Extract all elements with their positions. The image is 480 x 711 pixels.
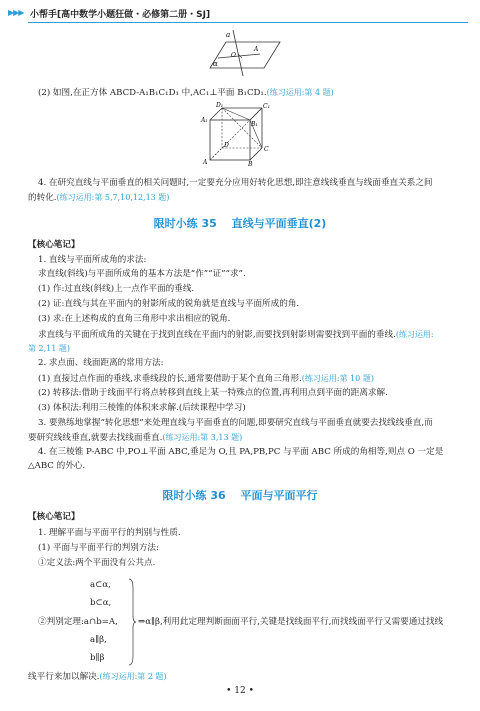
cond-2: b⊂α, <box>90 598 112 608</box>
line-3: (1) 作:过直线(斜线)上一点作平面的垂线. <box>38 284 195 294</box>
line-7: 2. 求点面、线面距离的常用方法: <box>38 358 164 368</box>
line-8-ref: (练习运用:第 10 题) <box>301 374 374 383</box>
m-line-2: (1) 平面与平面平行的判别方法: <box>38 543 159 553</box>
line-9: (2) 转移法:借助于线面平行将点转移到直线上某一特殊点的位置,再利用点到平面的距离求解. <box>38 388 388 398</box>
line-12b: △ABC 的外心. <box>28 461 86 471</box>
core-notes-label-1: 【核心笔记】 <box>28 240 80 250</box>
right-brace-icon <box>128 578 136 666</box>
theorem-tail: ⇒α∥β,利用此定理判断面面平行,关键是找线面平行,而找线面平行又需要通过找线 <box>138 617 444 627</box>
fig1-label-alpha: α <box>213 60 218 68</box>
header-title: 小帮手[高中数学小题狂做・必修第二册・SJ] <box>30 10 211 20</box>
line-6-ref2: 第 2,11 题) <box>28 344 71 353</box>
item-4-ref: (练习运用:第 5,7,10,12,13 题) <box>56 193 170 202</box>
line-8 <box>38 372 468 386</box>
cond-lead: ②判别定理:a∩b=A, <box>38 617 118 627</box>
section-35-title: 限时小练 35 直线与平面垂直(2) <box>153 217 327 230</box>
plane-line-figure <box>198 28 288 78</box>
line-6b <box>28 342 458 356</box>
line-8-text: (1) 直接过点作面的垂线,求垂线段的长,通常要借助于某个直角三角形. <box>38 374 302 384</box>
line-11-text2: 要研究线线垂直,就要去找线面垂直. <box>28 433 163 443</box>
m-line-1: 1. 理解平面与平面平行的判别与性质. <box>38 528 181 538</box>
line-11-ref: (练习运用:第 3,13 题) <box>162 433 243 442</box>
core-notes-label-2: 【核心笔记】 <box>28 512 80 522</box>
cube-label-c: C <box>264 146 269 153</box>
cond-5: b∥β <box>90 653 105 663</box>
cube-label-a1: A₁ <box>201 117 208 124</box>
item-2-text <box>38 86 468 100</box>
line-1: 1. 直线与平面所成角的求法: <box>38 255 147 265</box>
cube-figure <box>200 102 280 166</box>
cube-label-b1: B₁ <box>251 121 258 128</box>
fig1-label-a: a <box>226 31 231 39</box>
item-4-line1: 4. 在研究直线与平面垂直的相关问题时,一定要充分应用好转化思想,即注意线线垂直与线面垂直关系之间 <box>38 178 433 188</box>
header-rule <box>28 22 468 23</box>
header-arrows-icon: ▶▶▶ <box>8 8 24 17</box>
item-2-ref: (练习运用:第 4 题) <box>266 88 334 97</box>
line-11: 3. 要熟练地掌握“转化思想”来处理直线与平面垂直的问题,即要研究直线与平面垂直就要去找线线垂直,而 <box>38 418 433 428</box>
cube-label-b: B <box>248 161 253 166</box>
fig1-label-A: A <box>254 46 259 53</box>
m-line-3: ①定义法:两个平面没有公共点. <box>38 558 156 568</box>
line-12: 4. 在三棱锥 P-ABC 中,PO⊥平面 ABC,垂足为 O,且 PA,PB,PC 与平面 ABC 所成的角相等,则点 O 一定是 <box>38 447 444 457</box>
item-4-line2-wrap <box>28 191 458 205</box>
cube-label-d1: D₁ <box>216 102 224 109</box>
item-4-line2: 的转化. <box>28 193 57 203</box>
page-header <box>0 0 480 26</box>
line-6-ref: (练习运用: <box>395 330 434 339</box>
line-6-text: 求直线与平面所成角的关键在于找到直线在平面内的射影,而要找到射影则需要找到平面的垂线. <box>38 330 396 340</box>
m-line-5-text: 线平行来加以解决. <box>28 672 100 682</box>
fig1-label-o: O <box>231 52 236 59</box>
item-2-statement: (2) 如图,在正方体 ABCD-A₁B₁C₁D₁ 中,AC₁⊥平面 B₁CD₁. <box>38 88 267 98</box>
m-line-5 <box>28 670 458 684</box>
cond-1: a⊂α, <box>90 580 111 590</box>
line-4: (2) 证:直线与其在平面内的射影所成的锐角就是直线与平面所成的角. <box>38 299 300 309</box>
cond-4: a∥β, <box>90 635 107 645</box>
cube-label-a: A <box>203 159 208 166</box>
line-5: (3) 求:在上述构成的直角三角形中求出相应的锐角. <box>38 314 231 324</box>
line-6 <box>38 328 468 342</box>
section-36-title: 限时小练 36 平面与平面平行 <box>162 489 318 502</box>
cube-label-c1: C₁ <box>263 103 270 110</box>
m-line-5-ref: (练习运用:第 2 题) <box>99 672 167 681</box>
line-10: (3) 体积法:利用三棱锥的体积来求解.(后续课程中学习) <box>38 403 246 413</box>
line-11b <box>28 431 458 445</box>
page-number: • 12 • <box>226 686 254 696</box>
item-4-para <box>38 177 468 190</box>
line-2: 求直线(斜线)与平面所成角的基本方法是“作”“证”“求”. <box>38 269 246 279</box>
cube-label-d: D <box>224 142 229 149</box>
